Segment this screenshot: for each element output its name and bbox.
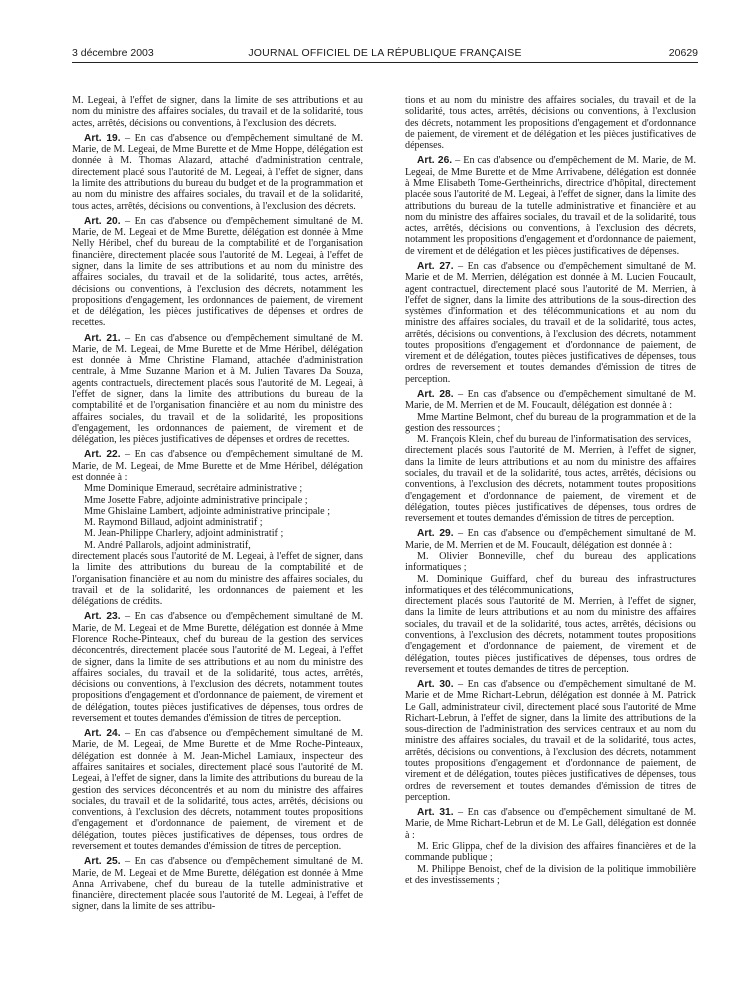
body-paragraph: tions et au nom du ministre des affaires sociales, du travail et de la solidarité, tous actes, arrêtés, décisions ou conventions, à l'exclusion des décrets, notamment les propositions d'engagement et d'ordonnance de paiement, de virement et de délégation et les pièces justificatives de dépenses. [405,95,696,152]
delegate-list-item: M. Raymond Billaud, adjoint administratif ; [84,517,263,529]
article-text: – En cas d'absence ou d'empêchement simultané de M. Marie, de M. Legeai, de Mme Burette et de Mme Héribel, délégation est donnée à Mme Christine Flamand, attachée d'administration centrale, à Mme Suzanne Marion et à M. Julien Tavares Da Souza, agents contractuels, directement placés sous l'autorité de M. Legeai, à l'effet de signer, dans la limite des attributions du bureau de la comptabilité et de l'organisation financière et au nom du ministre des affaires sociales, du travail et de la solidarité, les propositions d'engagement, les ordonnances de paiement, de virement et de délégation, les pièces justificatives de dépenses et ordres de recettes. [72,332,363,446]
article-text: – En cas d'absence ou d'empêchement simultané de M. Marie, de M. Legeai, de Mme Burette et de Mme Héribel, délégation est donnée à : [72,449,363,483]
delegate-list-item: M. Philippe Benoist, chef de la division de la politique immobilière et des investissements ; [405,863,696,886]
article-paragraph [72,216,363,329]
delegate-list-item: Mme Ghislaine Lambert, adjointe administrative principale ; [84,505,331,517]
article-paragraph [72,133,363,212]
article-number: Art. 31. [417,807,454,819]
left-column [72,95,363,965]
article-paragraph [72,856,363,912]
body-paragraph: directement placés sous l'autorité de M. Merrien, à l'effet de signer, dans la limite de leurs attributions et au nom du ministre des affaires sociales, du travail et de la solidarité, tous actes, arrêtés, décisions ou conventions, à l'exclusion des décrets, notamment toutes propositions d'engagement et d'ordonnance de paiement, de virement et de délégation, toutes pièces justificatives de dépenses, tous ordres de reversement et toutes demandes d'émission de titres de perception. [405,445,696,525]
article-number: Art. 21. [84,332,121,344]
article-number: Art. 20. [84,215,121,227]
article-number: Art. 26. [417,155,453,167]
article-text: – En cas d'absence ou d'empêchement simultané de M. Marie, de M. Legeai et de Mme Burette, délégation est donnée à Mme Florence Roche-Pinteaux, chef du bureau de la gestion des services déconcentrés, directement placée sous l'autorité de M. Legeai, à l'effet de signer, dans la limite de ses attributions et au nom du ministre des affaires sociales, du travail et de la solidarité, tous actes, arrêtés, décisions ou conventions, à l'exclusion des décrets, notamment toutes propositions d'engagement et d'ordonnance de paiement, de virement et de délégation, toutes pièces justificatives de dépenses, tous ordres de reversement et toutes demandes d'émission de titres de perception. [72,611,363,724]
article-number: Art. 29. [417,528,454,540]
delegate-list-item: M. Jean-Philippe Charlery, adjoint administratif ; [84,528,284,540]
article-paragraph [72,611,363,724]
delegate-list-item: Mme Josette Fabre, adjointe administrative principale ; [84,494,308,506]
article-number: Art. 30. [417,679,454,691]
article-text: – En cas d'absence ou d'empêchement de M. Marie, de M. Legeai, de Mme Burette et de Mme Arrivabene, délégation est donnée à Mme Elisabeth Tome-Gertheinrichs, directrice d'hôpital, directement placée sous l'autorité de M. Legeai, à l'effet de signer, dans la limite des attributions du bureau de la tutelle administrative et financière et au nom du ministre des affaires sociales, du travail et de la solidarité, tous actes, arrêtés, décisions ou conventions, à l'exclusion des décrets, notamment les propositions d'engagement et d'ordonnance de paiement, de virement et de délégation et les pièces justificatives de dépenses. [405,155,696,257]
body-paragraph: directement placés sous l'autorité de M. Merrien, à l'effet de signer, dans la limite de leurs attributions et au nom du ministre des affaires sociales, du travail et de la solidarité, tous actes, arrêtés, décisions ou conventions, à l'exclusion des décrets, notamment toutes propositions d'engagement et d'ordonnance de paiement, de virement et de délégation, toutes pièces justificatives de dépenses, tous ordres de reversement et toutes demandes de titres de perception. [405,596,696,675]
article-paragraph [405,389,696,412]
header-rule [72,62,698,63]
article-text: – En cas d'absence ou d'empêchement simultané de M. Marie, de M. Merrien et de M. Foucault, délégation est donnée à : [405,528,696,551]
article-number: Art. 23. [84,611,121,623]
article-number: Art. 27. [417,260,454,272]
article-number: Art. 19. [84,132,121,144]
article-number: Art. 24. [84,728,121,740]
article-number: Art. 28. [417,389,454,401]
article-paragraph [72,333,363,446]
article-number: Art. 25. [84,856,121,868]
delegate-list-item: M. Olivier Bonneville, chef du bureau des applications informatiques ; [405,550,696,574]
article-text: – En cas d'absence ou d'empêchement simultané de M. Marie et de Mme Richart-Lebrun, délégation est donnée à M. Patrick Le Gall, administrateur civil, directement placé sous l'autorité de Mme Richart-Lebrun, à l'effet de signer, dans la limite des attributions de la sous-direction de l'administration des services centraux et au nom du ministre des affaires sociales, du travail et de la solidarité, tous actes, arrêtés, décisions ou conventions, à l'exclusion des décrets, notamment toutes propositions d'engagement et d'ordonnance de paiement, de virement et de délégation, toutes pièces justificatives de dépenses, tous ordres de reversement et toutes demandes d'émission de titres de perception. [405,679,696,803]
article-paragraph [72,449,363,483]
article-paragraph [405,261,696,385]
page-header [72,46,698,60]
article-text: – En cas d'absence ou d'empêchement simultané de M. Marie et de M. Merrien, délégation est donnée à M. Lucien Foucault, agent contractuel, directement placé sous l'autorité de M. Merrien, à l'effet de signer, dans la limite des attributions de la sous-direction des systèmes d'information et des télécommunications et au nom du ministre des affaires sociales, du travail et de la solidarité, tous actes, arrêtés, décisions ou conventions, à l'exclusion des décrets, notamment toutes propositions d'engagement et d'ordonnance de paiement, de virement et de délégation, toutes pièces justificatives de dépenses, tous ordres de reversement et toutes demandes d'émission de titres de perception. [405,260,696,385]
page-number: 20629 [668,47,698,59]
delegate-list-item: M. Eric Glippa, chef de la division des affaires financières et de la commande publique ; [405,841,696,864]
article-paragraph [72,728,363,852]
article-paragraph [405,679,696,803]
right-column [405,95,696,965]
article-paragraph [405,155,696,257]
article-text: – En cas d'absence ou d'empêchement simultané de M. Marie, de M. Legeai et de Mme Burette, délégation est donnée à Mme Nelly Héribel, chef du bureau de la comptabilité et de l'organisation financière, directement placée sous l'autorité de M. Legeai, à l'effet de signer, dans la limite de ses attributions et au nom du ministre des affaires sociales, du travail et de la solidarité, tous actes, arrêtés, décisions ou conventions, à l'exclusion des décrets, notamment les propositions d'engagement, les ordonnances de paiement, de virement et de délégation, les pièces justificatives de dépenses et ordres de recettes. [72,215,363,329]
article-text: – En cas d'absence ou d'empêchement simultané de M. Marie, de M. Merrien et de M. Foucault, délégation est donnée à : [405,389,696,412]
delegate-list-item: M. Dominique Guiffard, chef du bureau des infrastructures informatiques et des télécommunications, [405,573,696,596]
delegate-list-item: M. André Pallarols, adjoint administratif, [84,539,251,551]
article-text: – En cas d'absence ou d'empêchement simultané de M. Marie, de M. Legeai et de Mme Burette, délégation est donnée à Mme Anna Arrivabene, chef du bureau de la tutelle administrative et financière, directement placée sous l'autorité de M. Legeai, à l'effet de signer, dans la limite de ses attribu- [72,856,363,913]
article-paragraph [405,528,696,551]
body-paragraph: M. Legeai, à l'effet de signer, dans la limite de ses attributions et au nom du ministre des affaires sociales, du travail et de la solidarité, tous actes, arrêtés, décisions ou conventions, à l'exclusion des décrets. [72,95,363,129]
article-paragraph [405,807,696,841]
delegate-list-item: M. François Klein, chef du bureau de l'informatisation des services, [417,434,691,446]
article-text: – En cas d'absence ou d'empêchement simultané de M. Marie, de M. Legeai, de Mme Burette et de Mme Hoppe, délégation est donnée à M. Thomas Alazard, attaché d'administration centrale, directement placé sous l'autorité de M. Legeai, à l'effet de signer, dans la limite des attributions du bureau du budget et de la programmation et au nom du ministre des affaires sociales, du travail et de la solidarité, tous actes, arrêtés, décisions ou conventions, à l'exclusion des décrets. [72,132,363,212]
delegate-list-item: Mme Martine Belmont, chef du bureau de la programmation et de la gestion des ressources ; [405,411,696,434]
article-text: – En cas d'absence ou d'empêchement simultané de M. Marie, de M. Legeai, de Mme Burette et de Mme Roche-Pinteaux, délégation est donnée à M. Jean-Michel Lamiaux, inspecteur des affaires sanitaires et sociales, directement placé sous l'autorité de M. Legeai, à l'effet de signer, dans la limite des attributions du bureau de la gestion des services déconcentrés et au nom du ministre des affaires sociales, du travail et de la solidarité, tous actes, arrêtés, décisions ou conventions, à l'exclusion des décrets, notamment toutes propositions d'engagement et d'ordonnance de paiement, de virement et de délégation, toutes pièces justificatives de dépenses, tous ordres de reversement et toutes demandes d'émission de titres de perception. [72,728,363,852]
publication-date: 3 décembre 2003 [72,47,154,59]
body-paragraph: directement placés sous l'autorité de M. Legeai, à l'effet de signer, dans la limite des attributions du bureau de la comptabilité et de l'organisation financière et au nom du ministre des affaires sociales, du travail et de la solidarité, les ordonnances de paiement et les délégations de crédits. [72,550,363,608]
article-text: – En cas d'absence ou d'empêchement simultané de M. Marie, de Mme Richart-Lebrun et de M. Le Gall, délégation est donnée à : [405,807,696,841]
journal-title: JOURNAL OFFICIEL DE LA RÉPUBLIQUE FRANÇAISE [248,47,522,59]
delegate-list-item: Mme Dominique Emeraud, secrétaire administrative ; [84,483,303,495]
article-number: Art. 22. [84,449,121,461]
